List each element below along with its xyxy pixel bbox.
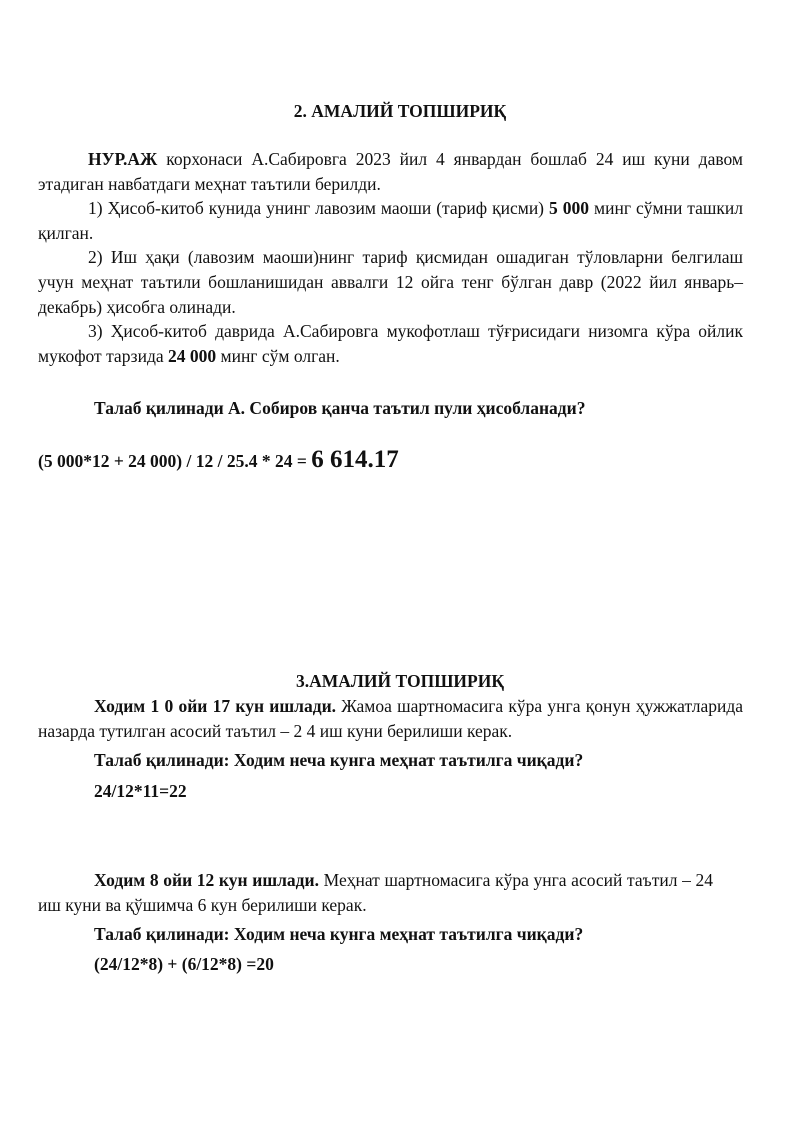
case1-question-text: Талаб қилинади: Ходим неча кунга меҳнат таътилга чиқади? [94, 750, 584, 770]
case2-answer-text: (24/12*8) + (6/12*8) =20 [94, 954, 274, 974]
case1-text: Жамоа шартномасига кўра унга қонун ҳужжатларида назарда тутилган асосий таътил – 2 4 иш куни берилиши керак. [38, 696, 743, 741]
item3-text: 3) Ҳисоб-китоб даврида А.Сабировга мукофотлаш тўғрисидаги низомга кўра ойлик мукофот тарзида [38, 321, 743, 366]
task2-result: 6 614.17 [311, 446, 399, 473]
case1-answer-text: 24/12*11=22 [94, 781, 187, 801]
case2-lead: Ходим 8 ойи 12 кун ишлади. [94, 870, 319, 890]
case2-answer [38, 952, 744, 977]
task3-case2 [38, 868, 713, 917]
task3-title: 3.АМАЛИЙ ТОПШИРИҚ [295, 671, 505, 691]
item3-amount: 24 000 [168, 345, 217, 366]
task2-item-1 [38, 196, 743, 245]
case2-text: Меҳнат шартномасига кўра унга асосий таътил – 24 иш куни ва қўшимча 6 кун берилиши керак. [38, 870, 713, 915]
case1-question [38, 748, 744, 773]
task2-question [38, 396, 754, 421]
item1-text-end: минг сўмни ташкил қилган. [38, 198, 744, 243]
case2-question [38, 922, 744, 947]
item3-text-end: минг сўм олган. [216, 345, 340, 366]
case1-paragraph [38, 694, 743, 743]
task2-question-text: Талаб қилинади А. Собиров қанча таътил пули ҳисобланади? [94, 398, 586, 418]
task2-title: 2. АМАЛИЙ ТОПШИРИҚ [293, 101, 507, 121]
task2-body [38, 147, 743, 368]
task2-intro-text: корхонаси А.Сабировга 2023 йил 4 январдан бошлаб 24 иш куни давом этадиган навбатдаги меҳнат таътили берилди. [38, 149, 743, 194]
task2-formula-line [38, 448, 743, 474]
task2-intro-paragraph [38, 147, 743, 196]
case1-lead: Ходим 1 0 ойи 17 кун ишлади. [94, 696, 337, 716]
task2-item-3 [38, 319, 743, 368]
case1-answer [38, 779, 744, 804]
case2-paragraph [38, 868, 713, 917]
task2-item-2: 2) Иш ҳақи (лавозим маоши)нинг тариф қисмидан ошадиган тўловларни белгилаш учун меҳнат таътили бошланишидан аввалги 12 ойга тенг бўлган давр (2022 йил январь–декабрь) ҳисобга олинади. [38, 247, 743, 317]
case2-question-text: Талаб қилинади: Ходим неча кунга меҳнат таътилга чиқади? [94, 924, 584, 944]
item1-text: 1) Ҳисоб-китоб кунида унинг лавозим маоши (тариф қисми) [88, 198, 550, 219]
company-name: НУР.АЖ [88, 149, 158, 169]
item1-amount: 5 000 [549, 198, 590, 219]
task3-case1 [38, 694, 743, 743]
task2-formula: (5 000*12 + 24 000) / 12 / 25.4 * 24 = [38, 451, 312, 471]
